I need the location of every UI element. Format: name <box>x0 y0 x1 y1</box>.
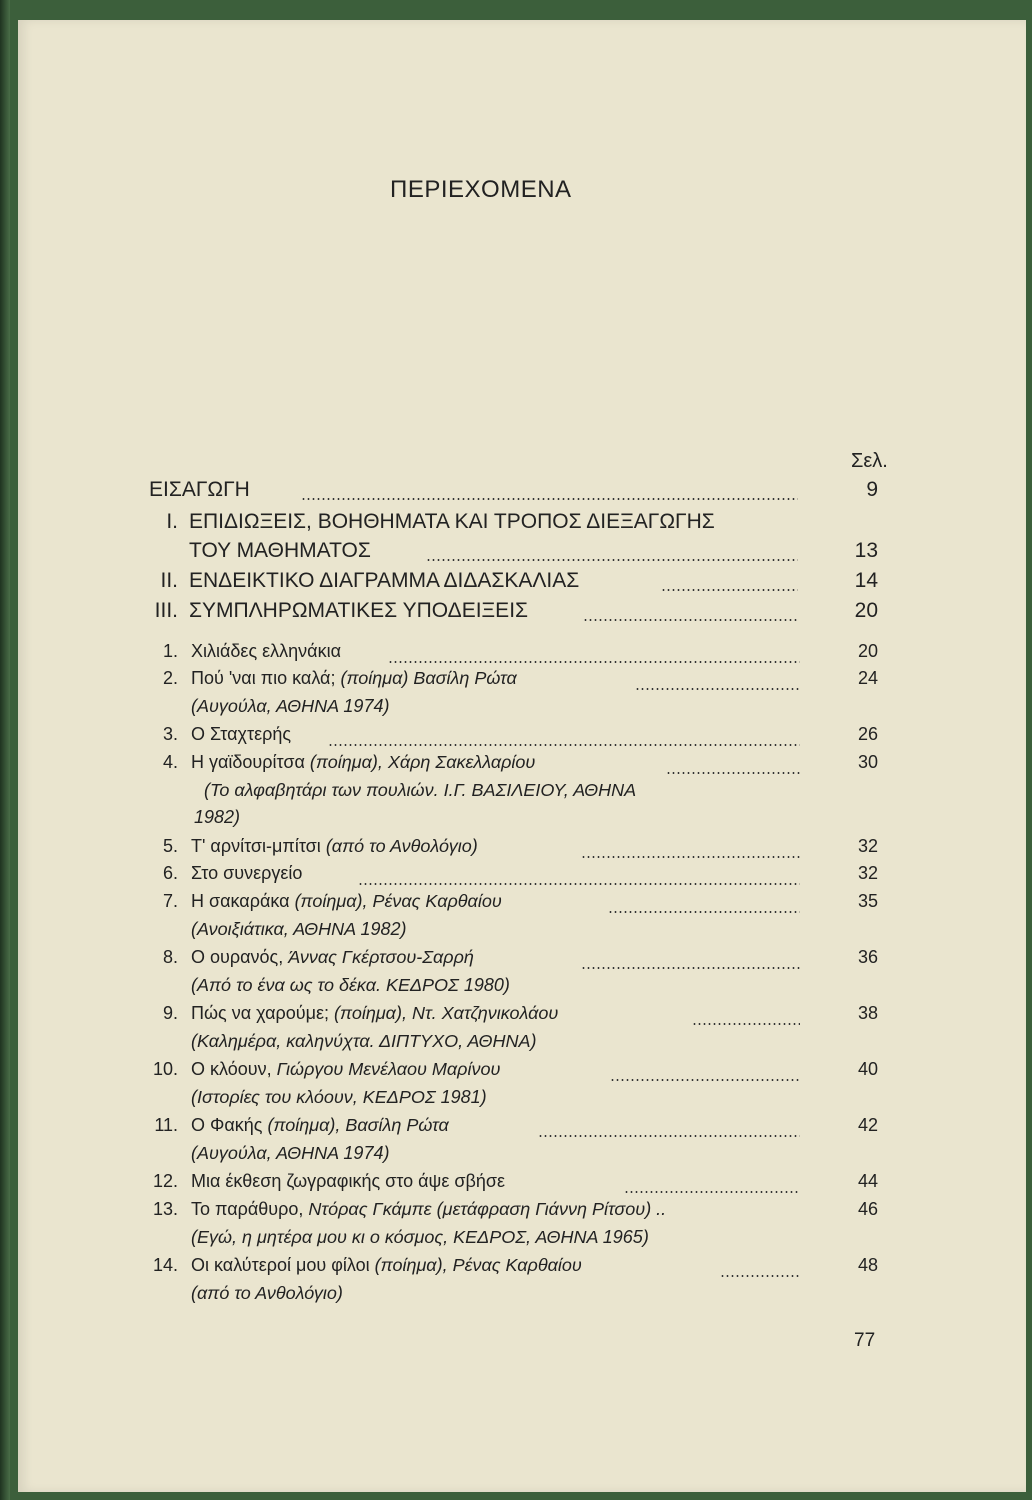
toc-page-number: 30 <box>857 752 878 772</box>
toc-page-number: 44 <box>857 1171 878 1191</box>
item-source: (Αυγούλα, ΑΘΗΝΑ 1974) <box>191 1143 390 1163</box>
toc-page-number: 20 <box>857 641 878 661</box>
toc-section-1-cont <box>18 539 1026 569</box>
item-number: 14. <box>152 1255 178 1275</box>
toc-item-3 <box>18 724 1026 754</box>
item-title: Η γαϊδουρίτσα <box>191 752 305 772</box>
toc-item-6 <box>18 863 1026 893</box>
toc-item-8 <box>18 947 1026 977</box>
toc-section-1 <box>18 510 1026 540</box>
item-number: 11. <box>154 1115 178 1135</box>
page-number: 77 <box>854 1330 876 1351</box>
toc-section-3 <box>18 599 1026 629</box>
toc-page-number: 42 <box>857 1115 878 1135</box>
dot-leader <box>692 1023 800 1025</box>
dot-leader <box>538 1135 800 1137</box>
item-title: Ο Σταχτερής <box>191 724 292 744</box>
item-source: (Ιστορίες του κλόουν, ΚΕΔΡΟΣ 1981) <box>191 1087 487 1107</box>
toc-page-number: 24 <box>857 668 878 688</box>
item-title: Ο κλόουν, <box>191 1059 272 1079</box>
item-number: 13. <box>152 1199 178 1219</box>
section-title: ΣΥΜΠΛΗΡΩΜΑΤΙΚΕΣ ΥΠΟΔΕΙΞΕΙΣ <box>189 599 529 622</box>
dot-leader <box>358 883 800 885</box>
dot-leader <box>610 1079 800 1081</box>
toc-entry-label: ΕΙΣΑΓΩΓΗ <box>149 478 250 501</box>
dot-leader <box>388 661 800 663</box>
toc-page-number: 26 <box>857 724 878 744</box>
toc-page-number: 36 <box>857 947 878 967</box>
item-author: Άννας Γκέρτσου-Σαρρή <box>288 947 474 967</box>
item-author: (ποίημα), Ντ. Χατζηνικολάου <box>334 1003 559 1023</box>
item-source: (Το αλφαβητάρι των πουλιών. Ι.Γ. ΒΑΣΙΛΕΙΟΥ, ΑΘΗΝΑ <box>204 780 637 800</box>
toc-page-number: 40 <box>857 1059 878 1079</box>
item-title: Τ' αρνίτσι-μπίτσι <box>191 836 321 856</box>
section-title: ΕΝΔΕΙΚΤΙΚΟ ΔΙΑΓΡΑΜΜΑ ΔΙΔΑΣΚΑΛΙΑΣ <box>189 569 580 592</box>
item-number: 5. <box>162 836 178 856</box>
book-page <box>18 20 1026 1492</box>
dot-leader <box>581 967 800 969</box>
item-number: 10. <box>152 1059 178 1079</box>
dot-leader <box>666 772 800 774</box>
dot-leader <box>720 1275 800 1277</box>
toc-item-4 <box>18 752 1026 782</box>
toc-page-number: 46 <box>857 1199 878 1219</box>
item-title: Μια έκθεση ζωγραφικής στο άψε σβήσε <box>191 1171 505 1191</box>
page-column-label: Σελ. <box>851 450 888 472</box>
item-title: Το παράθυρο, <box>191 1199 304 1219</box>
item-author: (ποίημα), Βασίλη Ρώτα <box>267 1115 449 1135</box>
toc-item-2 <box>18 668 1026 698</box>
toc-page-number: 14 <box>854 569 878 592</box>
item-title: Στο συνεργείο <box>191 863 303 883</box>
dot-leader <box>583 619 798 621</box>
toc-item-11 <box>18 1115 1026 1145</box>
item-title: Ο Φακής <box>191 1115 263 1135</box>
dot-leader <box>608 911 800 913</box>
item-number: 6. <box>162 863 178 883</box>
item-number: 2. <box>162 668 178 688</box>
toc-page-number: 38 <box>857 1003 878 1023</box>
dot-leader <box>624 1191 800 1193</box>
dot-leader <box>426 559 798 561</box>
item-number: 9. <box>162 1003 178 1023</box>
item-author: Ντόρας Γκάμπε (μετάφραση Γιάννη Ρίτσου) .. <box>308 1199 667 1219</box>
toc-item-1 <box>18 641 1026 671</box>
item-author: (από το Ανθολόγιο) <box>325 836 478 856</box>
toc-page-number: 20 <box>854 599 878 622</box>
section-number: III. <box>154 599 178 622</box>
item-author: (ποίημα), Ρένας Καρθαίου <box>294 891 502 911</box>
dot-leader <box>635 688 800 690</box>
toc-page-number: 13 <box>854 539 878 562</box>
item-number: 12. <box>152 1171 178 1191</box>
item-source-cont: 1982) <box>194 807 241 827</box>
item-title: Πού 'ναι πιο καλά; <box>191 668 336 688</box>
item-source: (από το Ανθολόγιο) <box>191 1283 343 1303</box>
item-number: 8. <box>162 947 178 967</box>
dot-leader <box>328 744 800 746</box>
item-source: (Καλημέρα, καληνύχτα. ΔΙΠΤΥΧΟ, ΑΘΗΝΑ) <box>191 1031 537 1051</box>
item-title: Χιλιάδες ελληνάκια <box>191 641 341 661</box>
item-source: (Ανοιξιάτικα, ΑΘΗΝΑ 1982) <box>191 919 407 939</box>
item-author: (ποίημα), Ρένας Καρθαίου <box>374 1255 582 1275</box>
book-spine <box>0 0 10 1500</box>
item-number: 3. <box>162 724 178 744</box>
item-source: (Από το ένα ως το δέκα. ΚΕΔΡΟΣ 1980) <box>191 975 510 995</box>
toc-entry-intro <box>18 478 1026 508</box>
item-number: 4. <box>162 752 178 772</box>
toc-item-7 <box>18 891 1026 921</box>
item-title: Οι καλύτεροί μου φίλοι <box>191 1255 370 1275</box>
toc-page-number: 35 <box>857 891 878 911</box>
toc-item-5 <box>18 836 1026 866</box>
toc-section-2 <box>18 569 1026 599</box>
section-title-line1: ΕΠΙΔΙΩΞΕΙΣ, ΒΟΗΘΗΜΑΤΑ ΚΑΙ ΤΡΟΠΟΣ ΔΙΕΞΑΓΩΓΗΣ <box>189 510 715 533</box>
item-author: (ποίημα), Χάρη Σακελλαρίου <box>309 752 536 772</box>
item-source: (Εγώ, η μητέρα μου κι ο κόσμος, ΚΕΔΡΟΣ, ΑΘΗΝΑ 1965) <box>191 1227 649 1247</box>
item-title: Πώς να χαρούμε; <box>191 1003 329 1023</box>
table-of-contents <box>18 20 1026 1492</box>
toc-item-12 <box>18 1171 1026 1201</box>
item-author: (ποίημα) Βασίλη Ρώτα <box>340 668 517 688</box>
item-source: (Αυγούλα, ΑΘΗΝΑ 1974) <box>191 696 390 716</box>
toc-item-13 <box>18 1199 1026 1229</box>
toc-item-14 <box>18 1255 1026 1285</box>
item-number: 1. <box>162 641 178 661</box>
toc-item-9 <box>18 1003 1026 1033</box>
toc-page-number: 32 <box>857 836 878 856</box>
dot-leader <box>661 589 798 591</box>
item-title: Η σακαράκα <box>191 891 290 911</box>
item-title: Ο ουρανός, <box>191 947 284 967</box>
section-number: II. <box>160 569 178 592</box>
toc-item-10 <box>18 1059 1026 1089</box>
page-title: ΠΕΡΙΕΧΟΜΕΝΑ <box>390 176 572 203</box>
toc-page-number: 32 <box>857 863 878 883</box>
dot-leader <box>581 856 800 858</box>
toc-page-number: 48 <box>857 1255 878 1275</box>
item-author: Γιώργου Μενέλαου Μαρίνου <box>276 1059 501 1079</box>
section-number: I. <box>166 510 178 533</box>
section-title-line2: ΤΟΥ ΜΑΘΗΜΑΤΟΣ <box>189 539 371 562</box>
item-number: 7. <box>162 891 178 911</box>
dot-leader <box>301 498 798 500</box>
toc-page-number: 9 <box>866 478 878 501</box>
